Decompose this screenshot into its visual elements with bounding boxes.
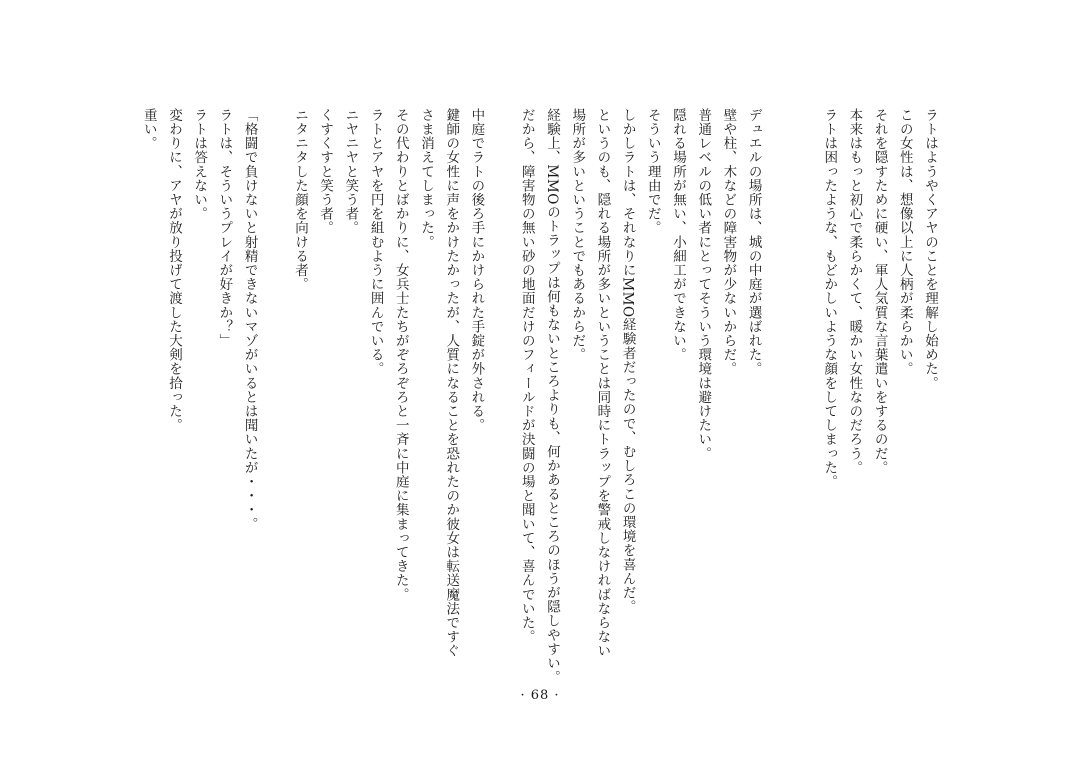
text-line: 普通レベルの低い者にとってそういう環境は避けたい。 <box>695 108 712 461</box>
text-line: しかしラトは、それなりにMMO経験者だったので、むしろこの環境を喜んだ。 <box>619 108 636 614</box>
page-number: · 68 · <box>520 688 560 703</box>
text-line: さま消えてしまった。 <box>417 108 434 249</box>
text-line: 中庭でラトの後ろ手にかけられた手錠が外される。 <box>468 108 485 433</box>
text-line: 鍵師の女性に声をかけたかったが、人質になることを恐れたのか彼女は転送魔法ですぐ <box>443 108 460 658</box>
blank-line <box>766 108 791 668</box>
text-line: だから、障害物の無い砂の地面だけのフィールドが決闘の場と聞いて、喜んでいた。 <box>518 108 535 644</box>
blank-line <box>262 108 287 668</box>
text-line: 場所が多いということでもあるからだ。 <box>569 108 586 362</box>
text-line: デュエルの場所は、城の中庭が選ばれた。 <box>745 108 762 376</box>
text-line: 隠れる場所が無い、小細工ができない。 <box>670 108 686 362</box>
text-line: ニタニタした顔を向ける者。 <box>291 108 308 292</box>
text-line: 経験上、MMOのトラップは何もないところよりも、何かあるところのほうが隠しやすい。 <box>543 108 560 685</box>
text-line: ニヤニヤと笑う者。 <box>342 108 359 235</box>
text-line: ラトは困ったような、もどかしいような顔をしてしまった。 <box>821 108 838 489</box>
text-line: というのも、隠れる場所が多いということは同時にトラップを警戒しなければならない <box>594 108 611 658</box>
blank-line <box>488 108 513 668</box>
text-line: ラトとアヤを円を組むように囲んでいる。 <box>367 108 384 376</box>
text-line: くすくすと笑う者。 <box>317 108 334 235</box>
text-line: ラトはようやくアヤのことを理解し始めた。 <box>922 108 938 390</box>
text-line: そういう理由でだ。 <box>644 108 661 235</box>
blank-line <box>791 108 816 668</box>
text-line: 重い。 <box>140 108 157 151</box>
text-line: 壁や柱、木などの障害物が少ないからだ。 <box>720 108 737 376</box>
text-line: 変わりに、アヤが放り投げて渡した大剣を拾った。 <box>165 108 182 433</box>
text-line: 本来はもっと初心で柔らかくて、暖かい女性なのだろう。 <box>846 108 863 475</box>
text-line: この女性は、想像以上に人柄が柔らかい。 <box>896 108 913 376</box>
text-line: その代わりとばかりに、女兵士たちがぞろぞろと一斉に中庭に集まってきた。 <box>392 108 409 602</box>
vertical-text-body <box>136 108 942 685</box>
text-line: ラトは答えない。 <box>191 108 208 221</box>
text-line: ラトは、そういうプレイが好きか？」 <box>216 108 233 348</box>
text-line: それを隠すために硬い、軍人気質な言葉遣いをするのだ。 <box>871 108 888 475</box>
text-line: 「格闘で負けないと射精できないマゾがいるとは聞いたが・・・。 <box>241 108 258 531</box>
